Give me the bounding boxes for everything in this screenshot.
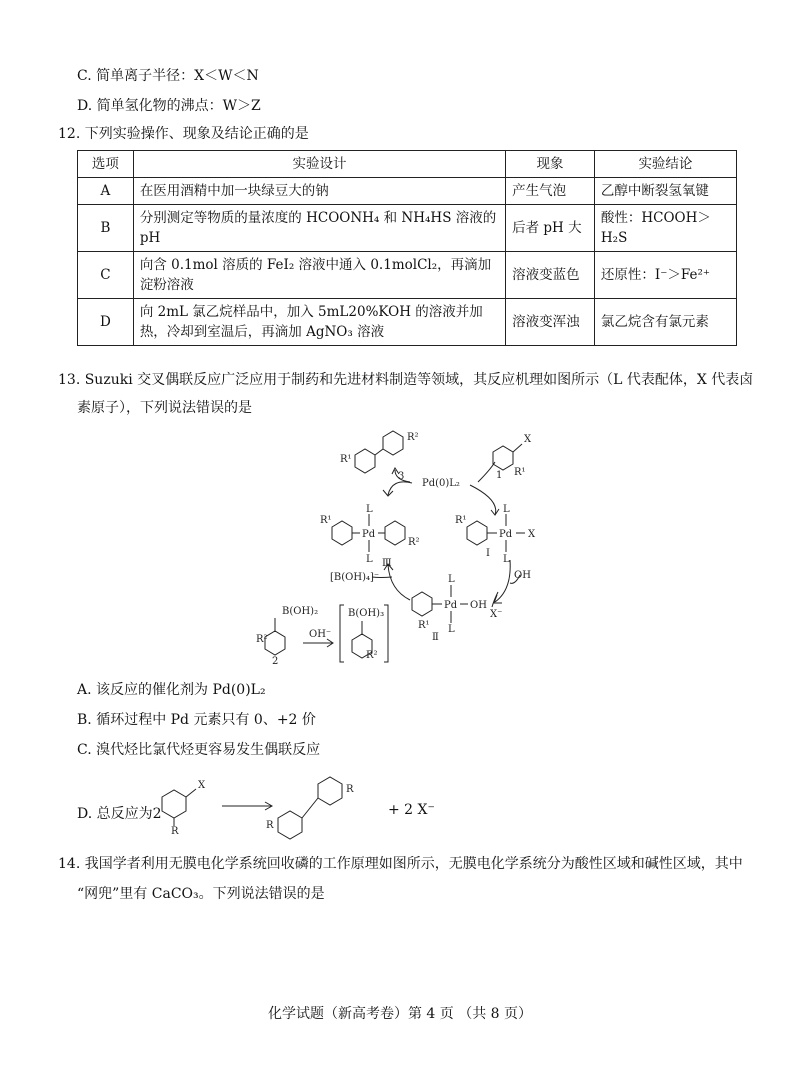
- int1-roman: Ⅰ: [486, 548, 490, 559]
- cycle-arc-top-left: [388, 482, 412, 495]
- reactant1-r1: R¹: [514, 467, 526, 478]
- int2-l-top: L: [448, 574, 455, 585]
- row-b-conclusion: 酸性：HCOOH＞H₂S: [594, 205, 736, 252]
- int3-r1: R¹: [320, 515, 332, 526]
- q14-stem-line1: 14. 我国学者利用无膜电化学系统回收磷的工作原理如图所示，无膜电化学系统分为酸性区域和碱性区域，其中: [58, 856, 743, 872]
- header-phenomenon: 现象: [506, 151, 595, 178]
- row-a-conclusion: 乙醇中断裂氢氧键: [594, 178, 736, 205]
- int3-ring-right: [385, 521, 405, 545]
- q12-table: [77, 150, 737, 346]
- boronate-label: B(OH)₃: [348, 608, 385, 619]
- int3-roman: Ⅲ: [382, 558, 392, 569]
- q13-option-a: A. 该反应的催化剂为 Pd(0)L₂: [77, 682, 266, 698]
- int2-ring: [412, 592, 432, 616]
- q13-option-d-tail: + 2 X⁻: [388, 802, 435, 818]
- row-b-design: 分别测定等物质的量浓度的 HCOONH₄ 和 NH₄HS 溶液的 pH: [133, 205, 505, 252]
- header-option: 选项: [78, 151, 134, 178]
- int2-pd: Pd: [444, 600, 458, 611]
- catalyst-label: Pd(0)L₂: [422, 478, 460, 489]
- eq-reactant-x: X: [198, 780, 206, 791]
- int3-r2: R²: [408, 537, 420, 548]
- reactant2-boronic: B(OH)₂: [282, 606, 319, 617]
- row-b-option: B: [78, 205, 134, 252]
- row-d-conclusion: 氯乙烷含有氯元素: [594, 299, 736, 346]
- q13-option-c: C. 溴代烃比氯代烃更容易发生偶联反应: [77, 742, 321, 758]
- option-d-boiling-point: D. 简单氢化物的沸点：W＞Z: [77, 98, 261, 114]
- row-a-design: 在医用酒精中加一块绿豆大的钠: [133, 178, 505, 205]
- int1-l-top: L: [503, 504, 510, 515]
- table-row: [78, 178, 737, 205]
- row-d-phenomenon: 溶液变浑浊: [506, 299, 595, 346]
- row-c-phenomenon: 溶液变蓝色: [506, 252, 595, 299]
- header-design: 实验设计: [133, 151, 505, 178]
- q13-option-b: B. 循环过程中 Pd 元素只有 0、+2 价: [77, 712, 316, 728]
- q12-stem: 12. 下列实验操作、现象及结论正确的是: [58, 126, 309, 142]
- table-row: [78, 252, 737, 299]
- eq-product-ring-right: [318, 777, 342, 805]
- reactant2-ring: [265, 631, 285, 655]
- product-number: 3: [398, 471, 405, 482]
- row-c-option: C: [78, 252, 134, 299]
- q14-stem-line2: “网兜”里有 CaCO₃。下列说法错误的是: [77, 886, 325, 902]
- halide-leaving: X⁻: [490, 609, 503, 620]
- row-b-phenomenon: 后者 pH 大: [506, 205, 595, 252]
- row-a-option: A: [78, 178, 134, 205]
- int1-x: X: [528, 529, 536, 540]
- hydroxide-reagent: OH⁻: [309, 629, 332, 640]
- product-ring-right: [383, 431, 403, 455]
- row-c-conclusion: 还原性：I⁻＞Fe²⁺: [594, 252, 736, 299]
- eq-product-r-left: R: [266, 820, 274, 831]
- int2-r1: R¹: [418, 620, 430, 631]
- page-footer: 化学试题（新高考卷）第 4 页 （共 8 页）: [267, 1006, 533, 1022]
- q13-stem-line1: 13. Suzuki 交叉偶联反应广泛应用于制药和先进材料制造等领域，其反应机理如图所示（L 代表配体，X 代表卤: [58, 372, 754, 388]
- product-ring-left: [355, 449, 375, 473]
- eq-product-r-right: R: [346, 784, 354, 795]
- reactant1-x: X: [524, 434, 532, 445]
- eq-reactant-r: R: [171, 826, 179, 837]
- row-c-design: 向含 0.1mol 溶质的 FeI₂ 溶液中通入 0.1molCl₂，再滴加淀粉溶液: [133, 252, 505, 299]
- cycle-arc-right: [495, 560, 510, 602]
- row-a-phenomenon: 产生气泡: [506, 178, 595, 205]
- product-r1-label: R¹: [340, 454, 352, 465]
- eq-product-ring-left: [278, 811, 302, 839]
- reactant2-r2: R²: [256, 634, 268, 645]
- eq-reactant-ring: [162, 790, 186, 818]
- hydroxide-label: OH: [514, 570, 531, 581]
- borate-byproduct: [B(OH)₄]⁻: [330, 572, 380, 583]
- cycle-arc-bottom: [388, 565, 410, 600]
- row-d-design: 向 2mL 氯乙烷样品中，加入 5mL20%KOH 的溶液并加热，冷却到室温后，再滴加 AgNO₃ 溶液: [133, 299, 505, 346]
- boronate-ring: [352, 634, 372, 658]
- int1-ring: [467, 521, 487, 545]
- int3-l-top: L: [366, 504, 373, 515]
- header-conclusion: 实验结论: [594, 151, 736, 178]
- reactant1-number: 1: [496, 470, 503, 481]
- table-header-row: [78, 151, 737, 178]
- int3-pd: Pd: [362, 529, 376, 540]
- int1-pd: Pd: [499, 529, 513, 540]
- q13-option-d-prefix: D. 总反应为2: [77, 806, 162, 822]
- int2-oh: OH: [470, 600, 487, 611]
- int1-l-bottom: L: [503, 554, 510, 565]
- int3-ring-left: [332, 521, 352, 545]
- table-row: [78, 299, 737, 346]
- int1-r1: R¹: [455, 515, 467, 526]
- product-r2-label: R²: [407, 432, 419, 443]
- table-row: [78, 205, 737, 252]
- q13-stem-line2: 素原子），下列说法错误的是: [77, 400, 252, 416]
- int3-l-bottom: L: [366, 554, 373, 565]
- option-c-ion-radius: C. 简单离子半径：X＜W＜N: [77, 68, 259, 84]
- reactant1-ring: [493, 446, 513, 470]
- int2-roman: Ⅱ: [432, 632, 439, 643]
- row-d-option: D: [78, 299, 134, 346]
- int2-l-bottom: L: [448, 624, 455, 635]
- reactant2-number: 2: [272, 656, 279, 667]
- boronate-r2: R²: [366, 650, 378, 661]
- cycle-arc-top-right: [470, 485, 496, 515]
